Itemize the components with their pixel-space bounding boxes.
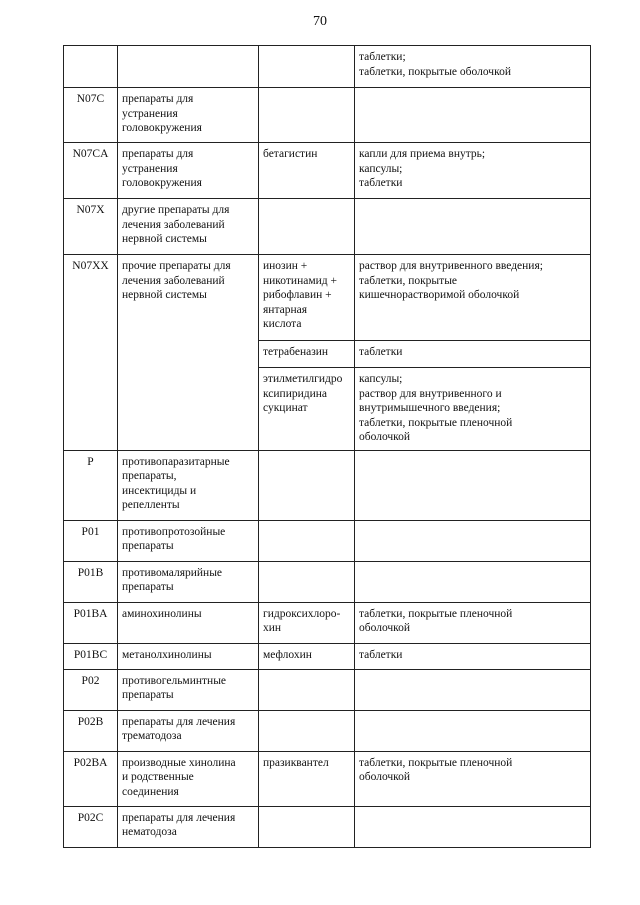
dosage-forms-cell: раствор для внутривенного введения; таблетки, покрытые кишечнорастворимой оболочкой xyxy=(355,255,591,341)
substance-cell xyxy=(259,520,355,561)
substance-cell xyxy=(259,450,355,520)
dosage-forms-cell xyxy=(355,561,591,602)
table-row xyxy=(64,561,591,602)
atc-code-cell: P01BC xyxy=(64,643,118,669)
atc-code-cell: N07XX xyxy=(64,255,118,451)
dosage-forms-cell: таблетки; таблетки, покрытые оболочкой xyxy=(355,46,591,88)
atc-code-cell: P02 xyxy=(64,669,118,710)
group-name-cell: прочие препараты для лечения заболеваний нервной системы xyxy=(118,255,259,451)
dosage-forms-cell xyxy=(355,450,591,520)
substance-cell xyxy=(259,669,355,710)
group-name-cell: противопаразитарные препараты, инсектициды и репелленты xyxy=(118,450,259,520)
table-row xyxy=(64,255,591,341)
atc-code-cell: P01B xyxy=(64,561,118,602)
dosage-forms-cell xyxy=(355,88,591,143)
substance-cell: мефлохин xyxy=(259,643,355,669)
group-name-cell: аминохинолины xyxy=(118,602,259,643)
table-row xyxy=(64,669,591,710)
group-name-cell: другие препараты для лечения заболеваний нервной системы xyxy=(118,199,259,255)
atc-code-cell: P01 xyxy=(64,520,118,561)
table-row xyxy=(64,643,591,669)
group-name-cell: производные хинолина и родственные соединения xyxy=(118,751,259,806)
substance-cell: этилметилгидро ксипиридина сукцинат xyxy=(259,368,355,451)
substance-cell xyxy=(259,88,355,143)
group-name-cell: противогельминтные препараты xyxy=(118,669,259,710)
dosage-forms-cell xyxy=(355,669,591,710)
group-name-cell: препараты для устранения головокружения xyxy=(118,88,259,143)
dosage-forms-cell: таблетки, покрытые пленочной оболочкой xyxy=(355,602,591,643)
atc-code-cell: P02C xyxy=(64,806,118,847)
table-row xyxy=(64,88,591,143)
substance-cell: тетрабеназин xyxy=(259,341,355,368)
table-row xyxy=(64,143,591,199)
table-row xyxy=(64,751,591,806)
atc-code-cell: N07C xyxy=(64,88,118,143)
dosage-forms-cell xyxy=(355,710,591,751)
atc-code-cell: N07CA xyxy=(64,143,118,199)
table-row xyxy=(64,710,591,751)
table-row xyxy=(64,520,591,561)
dosage-forms-cell: таблетки xyxy=(355,643,591,669)
substance-cell xyxy=(259,561,355,602)
dosage-forms-cell: таблетки, покрытые пленочной оболочкой xyxy=(355,751,591,806)
substance-cell: гидроксихлоро- хин xyxy=(259,602,355,643)
group-name-cell: противомалярийные препараты xyxy=(118,561,259,602)
dosage-forms-cell: капсулы; раствор для внутривенного и внутримышечного введения; таблетки, покрытые пленочной оболочкой xyxy=(355,368,591,451)
atc-code-cell: P02BA xyxy=(64,751,118,806)
dosage-forms-cell xyxy=(355,520,591,561)
dosage-forms-cell: таблетки xyxy=(355,341,591,368)
atc-code-cell: P xyxy=(64,450,118,520)
table-row xyxy=(64,450,591,520)
substance-cell: инозин + никотинамид + рибофлавин + янтарная кислота xyxy=(259,255,355,341)
substance-cell: празиквантел xyxy=(259,751,355,806)
table-row xyxy=(64,602,591,643)
substance-cell xyxy=(259,806,355,847)
atc-code-cell: P01BA xyxy=(64,602,118,643)
drug-classification-table xyxy=(63,45,591,848)
substance-cell xyxy=(259,46,355,88)
atc-code-cell: N07X xyxy=(64,199,118,255)
group-name-cell: метанолхинолины xyxy=(118,643,259,669)
atc-code-cell xyxy=(64,46,118,88)
dosage-forms-cell xyxy=(355,806,591,847)
substance-cell xyxy=(259,199,355,255)
table-row xyxy=(64,46,591,88)
dosage-forms-cell xyxy=(355,199,591,255)
table-row xyxy=(64,199,591,255)
substance-cell xyxy=(259,710,355,751)
group-name-cell xyxy=(118,46,259,88)
group-name-cell: препараты для лечения нематодоза xyxy=(118,806,259,847)
page-number: 70 xyxy=(313,14,327,29)
atc-code-cell: P02B xyxy=(64,710,118,751)
group-name-cell: противопротозойные препараты xyxy=(118,520,259,561)
group-name-cell: препараты для лечения трематодоза xyxy=(118,710,259,751)
table-row xyxy=(64,806,591,847)
substance-cell: бетагистин xyxy=(259,143,355,199)
group-name-cell: препараты для устранения головокружения xyxy=(118,143,259,199)
dosage-forms-cell: капли для приема внутрь; капсулы; таблетки xyxy=(355,143,591,199)
